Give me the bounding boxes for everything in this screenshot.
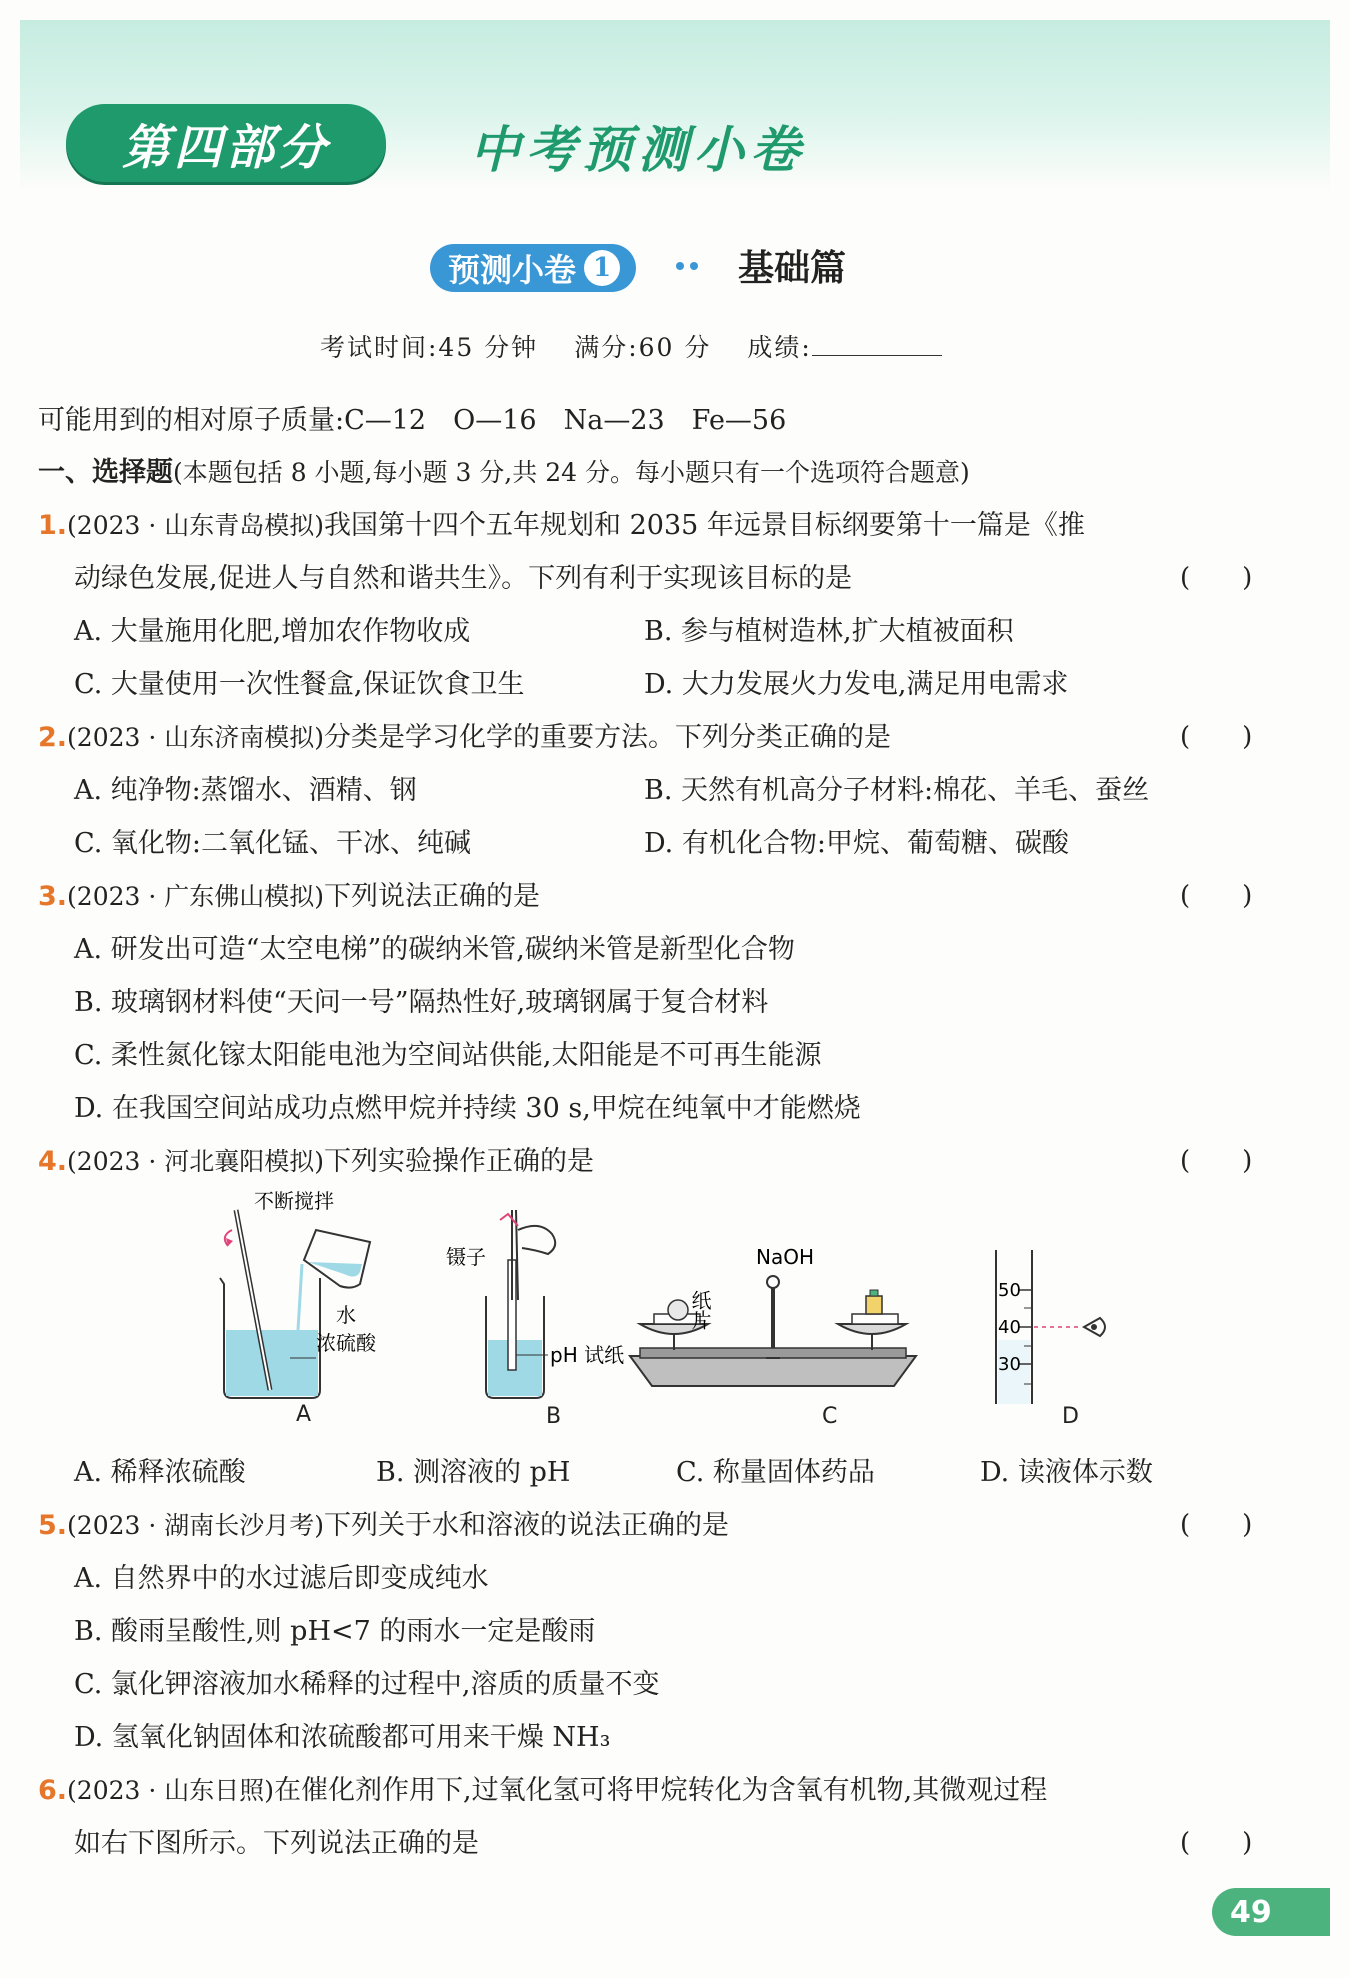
q2-option-d[interactable]: D. 有机化合物:甲烷、葡萄糖、碳酸 <box>644 828 1069 859</box>
question-3-line1: 3.(2023 · 广东佛山模拟)下列说法正确的是 <box>38 881 541 912</box>
fig-b-label-ph-paper: pH 试纸 <box>550 1343 625 1367</box>
answer-paren-3[interactable]: ( ) <box>1180 881 1253 911</box>
paper-number: 1 <box>584 250 620 286</box>
figure-c-balance <box>630 1276 916 1386</box>
answer-paren-6[interactable]: ( ) <box>1180 1828 1253 1858</box>
question-1-line1: 1.(2023 · 山东青岛模拟)我国第十四个五年规划和 2035 年远景目标纲要第十一篇是《推 <box>38 510 1085 541</box>
fig-caption-b: B <box>546 1404 562 1429</box>
q4-option-b[interactable]: B. 测溶液的 pH <box>376 1457 571 1488</box>
q1-option-d[interactable]: D. 大力发展火力发电,满足用电需求 <box>644 669 1069 700</box>
paper-badge <box>430 244 636 292</box>
q5-option-d[interactable]: D. 氢氧化钠固体和浓硫酸都可用来干燥 NH₃ <box>74 1722 611 1753</box>
fig-d-tick-50: 50 <box>998 1280 1021 1301</box>
q5-option-c[interactable]: C. 氯化钾溶液加水稀释的过程中,溶质的质量不变 <box>74 1669 660 1700</box>
fig-caption-a: A <box>296 1402 312 1427</box>
q2-option-a[interactable]: A. 纯净物:蒸馏水、酒精、钢 <box>74 775 417 806</box>
fig-c-label-naoh: NaOH <box>756 1245 814 1269</box>
q3-option-b[interactable]: B. 玻璃钢材料使“天问一号”隔热性好,玻璃钢属于复合材料 <box>74 987 769 1018</box>
fig-d-tick-40: 40 <box>998 1317 1021 1338</box>
figure-b-ph-test <box>486 1210 555 1398</box>
q3-option-a[interactable]: A. 研发出可造“太空电梯”的碳纳米管,碳纳米管是新型化合物 <box>74 934 795 965</box>
fig-caption-d: D <box>1062 1404 1079 1429</box>
fig-b-label-tweezers: 镊子 <box>446 1245 486 1269</box>
q4-option-c[interactable]: C. 称量固体药品 <box>676 1457 875 1488</box>
fig-d-tick-30: 30 <box>998 1354 1021 1375</box>
question-2-line1: 2.(2023 · 山东济南模拟)分类是学习化学的重要方法。下列分类正确的是 <box>38 722 892 753</box>
paper-label: 预测小卷 <box>448 251 577 289</box>
answer-paren-1[interactable]: ( ) <box>1180 563 1253 593</box>
q3-option-d[interactable]: D. 在我国空间站成功点燃甲烷并持续 30 s,甲烷在纯氧中才能燃烧 <box>74 1093 861 1124</box>
score-blank[interactable] <box>812 331 942 356</box>
question-4-line1: 4.(2023 · 河北襄阳模拟)下列实验操作正确的是 <box>38 1146 595 1177</box>
q4-option-d[interactable]: D. 读液体示数 <box>980 1457 1153 1488</box>
exam-time: 考试时间:45 分钟 <box>320 333 539 362</box>
exam-score: 成绩: <box>747 328 941 364</box>
q5-option-a[interactable]: A. 自然界中的水过滤后即变成纯水 <box>74 1563 489 1594</box>
question-1-line2: 动绿色发展,促进人与自然和谐共生》。下列有利于实现该目标的是 <box>74 563 853 594</box>
section-heading: 一、选择题(本题包括 8 小题,每小题 3 分,共 24 分。每小题只有一个选项符合题意) <box>38 457 970 488</box>
q1-option-b[interactable]: B. 参与植树造林,扩大植被面积 <box>644 616 1014 647</box>
fig-a-label-acid: 浓硫酸 <box>316 1331 376 1355</box>
q2-option-c[interactable]: C. 氧化物:二氧化锰、干冰、纯碱 <box>74 828 471 859</box>
paper-dots <box>676 262 698 270</box>
question-5-line1: 5.(2023 · 湖南长沙月考)下列关于水和溶液的说法正确的是 <box>38 1510 730 1541</box>
atomic-masses: 可能用到的相对原子质量:C—12 O—16 Na—23 Fe—56 <box>38 405 787 436</box>
q3-option-c[interactable]: C. 柔性氮化镓太阳能电池为空间站供能,太阳能是不可再生能源 <box>74 1040 822 1071</box>
q5-option-b[interactable]: B. 酸雨呈酸性,则 pH<7 的雨水一定是酸雨 <box>74 1616 596 1647</box>
q2-option-b[interactable]: B. 天然有机高分子材料:棉花、羊毛、蚕丝 <box>644 775 1150 806</box>
exam-full-score: 满分:60 分 <box>574 333 712 362</box>
answer-paren-5[interactable]: ( ) <box>1180 1510 1253 1540</box>
q1-option-c[interactable]: C. 大量使用一次性餐盒,保证饮食卫生 <box>74 669 525 700</box>
q1-option-a[interactable]: A. 大量施用化肥,增加农作物收成 <box>74 616 471 647</box>
exam-info <box>320 328 942 364</box>
question-6-line2: 如右下图所示。下列说法正确的是 <box>74 1828 479 1859</box>
paper-subtitle: 基础篇 <box>738 247 847 289</box>
fig-c-label-paper: 纸片 <box>688 1290 712 1330</box>
part-title: 中考预测小卷 <box>470 121 806 179</box>
answer-paren-2[interactable]: ( ) <box>1180 722 1253 752</box>
q4-figure <box>200 1190 1160 1420</box>
fig-a-label-stir: 不断搅拌 <box>254 1190 334 1213</box>
fig-a-label-water: 水 <box>336 1303 356 1327</box>
answer-paren-4[interactable]: ( ) <box>1180 1146 1253 1176</box>
q4-option-a[interactable]: A. 稀释浓硫酸 <box>74 1457 246 1488</box>
question-6-line1: 6.(2023 · 山东日照)在催化剂作用下,过氧化氢可将甲烷转化为含氧有机物,其微观过程 <box>38 1775 1048 1806</box>
part-badge: 第四部分 <box>66 104 386 182</box>
fig-caption-c: C <box>822 1404 838 1429</box>
page-number: 49 <box>1212 1888 1330 1936</box>
